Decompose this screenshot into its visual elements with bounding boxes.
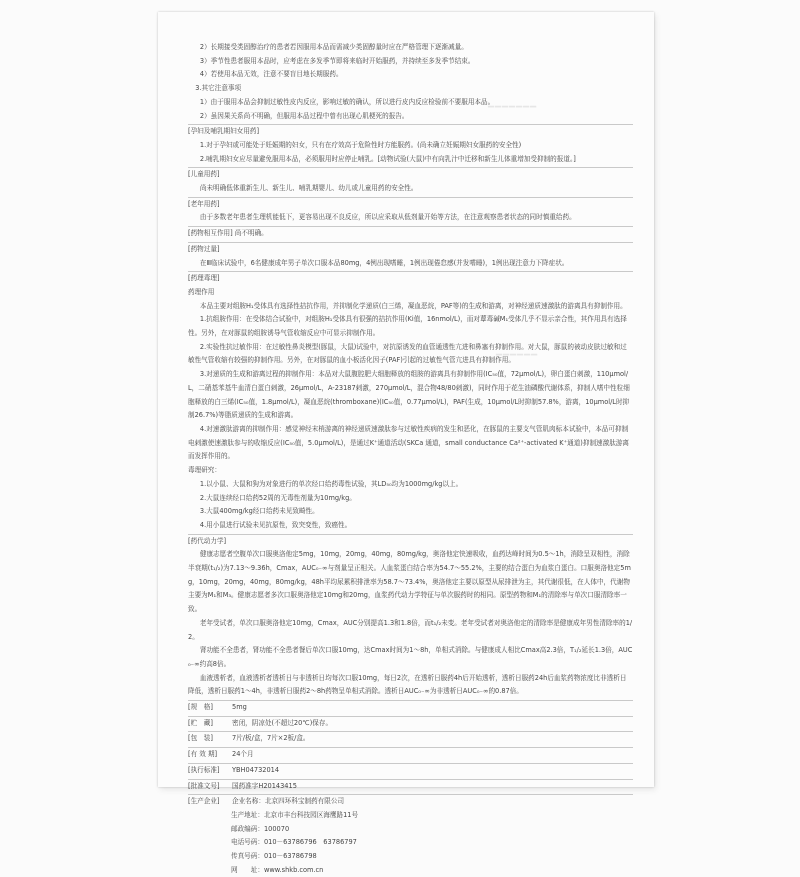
spec-value: 国药准字H20143415 (232, 781, 297, 790)
package-insert-sheet (158, 12, 654, 874)
toxicity-item: 3.大鼠400mg/kg经口给药未见致畸性。 (199, 507, 319, 516)
pregnancy-line: 1.对于孕妇或可能处于妊娠期的妇女，只有在疗效高于危险性时方能服药。(尚未确立妊娠期妇女服药的安全性) (199, 140, 522, 149)
spec-row-manufacturer (188, 795, 633, 809)
precaution-line: 2）虽因果关系尚不明确，但服用本品过程中曾有出现心肌梗死的报告。 (199, 111, 409, 120)
section-heading-overdose: [药物过量] (188, 244, 220, 253)
section-heading-pregnancy: [孕妇及哺乳期妇女用药] (188, 127, 260, 136)
subheading-toxicity: 毒理研究： (188, 466, 221, 475)
pregnancy-line: 2.哺乳期妇女应尽量避免服用本品，必须服用时应停止哺乳。[动物试验(大鼠)中有向乳汁中迁移和新生儿体重增加受抑制的报道。] (199, 154, 576, 163)
spec-key: [规 格] (188, 703, 213, 712)
pharmacology-item: 2.实验性抗过敏作用：在过敏性鼻炎模型(豚鼠，大鼠)试验中，对抗原诱发的血管通透性亢进和鼻塞有抑制作用。对大鼠，豚鼠的被动皮肤过敏和过敏性气管收缩有较强的抑制作用。另外，在对豚鼠的血小板活化因子(PAF)引起的过敏性气管亢进具有抑制作用。 (188, 342, 627, 365)
precaution-line: 2）长期接受类固醇治疗的患者若因服用本品而需减少类固醇量时应在严格管理下逐渐减量。 (199, 43, 468, 51)
toxicity-item: 1.以小鼠、大鼠和狗为对象进行的单次经口给药毒性试验，其LD₅₀均为1000mg/kg以上。 (199, 479, 463, 488)
pharmacology-item: 1.抗组胺作用：在受体结合试验中，对组胺H₁受体具有很强的拮抗作用(Ki值，16nmol/L)，而对蕈毒碱M₁受体几乎不显示亲合性，其作用具有选择性。另外，在对豚鼠的组胺诱导气管收缩反应中可显示抑制作用。 (188, 315, 627, 338)
precaution-line: 1）由于服用本品会抑制过敏性皮内反应，影响过敏的确认，所以进行皮内反应检验前不要服用本品。 (199, 97, 495, 106)
toxicology-section (188, 272, 633, 532)
overdose-section (188, 243, 633, 270)
subheading-pharmacology: 药理作用 (188, 287, 215, 296)
spec-row-shelf-life (188, 748, 633, 762)
toxicity-item: 4.用小鼠进行试验未见抗原性，致突变性，致癌性。 (199, 520, 352, 529)
elderly-line: 由于多数老年患者生理机能低下，更容易出现不良反应，所以应采取从低剂量开始等方法，在注意观察患者状态的同时慎重给药。 (199, 213, 576, 222)
precaution-line: 3）季节性患者服用本品时，应考虑在多发季节即将来临时开始服药，并持续至多发季节结束。 (199, 56, 475, 65)
show-through-text: ━━━━━━ (496, 350, 539, 361)
show-through-text: ━━━━━━━ (488, 102, 538, 113)
spec-value: 5mg (232, 703, 247, 712)
section-heading-pharmacokinetics: [药代动力学] (188, 536, 227, 545)
spec-value: 7片/板/盒，7片×2板/盒。 (232, 734, 310, 743)
specs-section (188, 700, 633, 877)
spec-key: [批准文号] (188, 781, 220, 790)
spec-row-strength (188, 701, 633, 715)
pk-paragraph: 肾功能不全患者，肾功能不全患者餐后单次口服10mg，达Cmax时间为1～8h，单相式消除。与健康成人相比Cmax高2.3倍，T₁/₂延长1.3倍，AUC₀₋∞约高8倍。 (188, 646, 633, 668)
spec-value: 24个月 (232, 750, 254, 759)
spec-key: [包 装] (188, 734, 213, 743)
company-phone: 电话号码：010－63786796 63786797 (231, 838, 357, 847)
spec-value: YBH04732014 (232, 765, 280, 774)
pharmacology-item: 3.对递质的生成和游离过程的抑制作用：本品对大鼠腹腔肥大细胞释放的组胺的游离具有抑制作用(IC₅₀值，72μmol/L)，卵白蛋白刺激，110μmol/L，二硝基苯基牛血清白蛋白刺激，26μmol/L，A-23187刺激，270μmol/L，混合物48/80刺激)，同时作用于花生油磷酸代谢体系，抑制人嗜中性粒细胞释放的白三烯(IC₅₀值，1.8μmol/L)，凝血恶烷(thromboxane)(IC₅₀值，0.77μmol/L)，PAF(生成，10μmol/L时抑制57.8%，游离，10μmol/L时抑制26.7%)等脂质递质的生成和游离。 (188, 370, 630, 420)
pk-paragraph: 老年受试者，单次口服奥洛他定10mg，Cmax，AUC分别提高1.3和1.8倍，而t₁/₂未变。老年受试者对奥洛他定的清除率是健康成年男性清除率的1/2。 (188, 618, 633, 641)
company-website: 网 址：www.shkb.com.cn (231, 865, 324, 874)
section-heading-elderly: [老年用药] (188, 199, 220, 208)
company-fax: 传真号码：010－63786798 (231, 852, 317, 861)
pk-paragraph: 血液透析者，血液透析者透析日与非透析日均每次口服10mg，每日2次，在透析日服药4h后开始透析，透析日服药24h后血浆药物浓度比非透析日降低，透析日服药1～4h，非透析日服药2～8h药物呈单相式消除。透析日AUC₀₋∞为非透析日AUC₀₋∞的0.87倍。 (188, 673, 627, 696)
pharmacokinetics-section (188, 535, 633, 699)
precaution-line: 4）若使用本品无效，注意不要盲目地长期服药。 (199, 70, 343, 79)
pharmacology-intro: 本品主要对组胺H₁受体具有选择性拮抗作用，并抑制化学递质(白三烯，凝血恶烷，PAF等)的生成和游离，对神经递质速激肽的游离具有抑制作用。 (199, 301, 627, 310)
spec-key: [生产企业] (188, 797, 220, 806)
spec-row-package (188, 732, 633, 746)
spec-value: 密闭，阴凉处(不超过20℃)保存。 (232, 718, 333, 727)
section-heading-toxicology: [药理毒理] (188, 274, 220, 283)
section-heading-children: [儿童用药] (188, 170, 220, 179)
children-section (188, 168, 633, 195)
section-heading-interactions: [药物相互作用] 尚不明确。 (188, 229, 268, 238)
spec-key: [贮 藏] (188, 718, 213, 727)
company-address: 生产地址：北京市丰台科技园区海鹰路11号 (231, 810, 359, 819)
toxicity-item: 2.大鼠连续经口给药52周的无毒性剂量为10mg/kg。 (199, 493, 356, 502)
spec-row-storage (188, 717, 633, 731)
spec-row-standard (188, 764, 633, 778)
pk-paragraph: 健康志愿者空腹单次口服奥洛他定5mg，10mg，20mg，40mg，80mg/kg，奥洛他定快速吸收，血药达峰时间为0.5～1h，消除呈双相性，消除半衰期(t₁/₂)为7.13～9.36h，Cmax，AUC₀₋∞与剂量呈正相关。人血浆蛋白结合率为54.7～55.2%，主要的结合蛋白为血浆白蛋白。口服奥洛他定5mg，10mg，20mg，40mg，80mg/kg，48h平均尿累积排泄率为58.7～73.4%，奥洛他定主要以原型从尿排泄为主，其代谢很低，在人体中，代谢物主要为M₁和M₃。健康志愿者多次口服奥洛他定10mg和20mg，血浆药代动力学特征与单次服药时的相同。原型药物和M₁的清除率与单次口服清除率一致。 (188, 550, 631, 614)
company-postcode: 邮政编码：100070 (231, 824, 290, 833)
spec-row-approval (188, 780, 633, 794)
elderly-section (188, 198, 633, 225)
precautions-section (188, 41, 633, 123)
precaution-subheading: 3.其它注意事项 (195, 84, 242, 93)
children-line: 尚未明确低体重新生儿、新生儿、哺乳期婴儿、幼儿或儿童用药的安全性。 (199, 184, 418, 193)
insert-text-body (188, 41, 633, 877)
spec-key: [有 效 期] (188, 750, 218, 759)
spec-value: 企业名称：北京四环科宝制药有限公司 (232, 797, 345, 806)
pregnancy-section (188, 125, 633, 166)
spec-key: [执行标准] (188, 765, 220, 774)
overdose-line: 在Ⅲ临床试验中，6名健康成年男子单次口服本品80mg，4例出现嗜睡，1例出现倦怠感(并发嗜睡)，1例出现注意力下降症状。 (199, 258, 569, 267)
pharmacology-item: 4.对速激肽游离的抑制作用：感觉神经末梢游离的神经递质速激肽参与过敏性疾病的发生和恶化，在豚鼠的主要支气管肌肉标本试验中，本品可抑制电刺激使速激肽参与的收缩反应(IC₅₀值，5.0μmol/L)，是通过K⁺通道活动(SKCa 通道，small conductance Ca²⁺-activated K⁺通道)抑制速激肽游离而发挥作用的。 (188, 424, 630, 461)
